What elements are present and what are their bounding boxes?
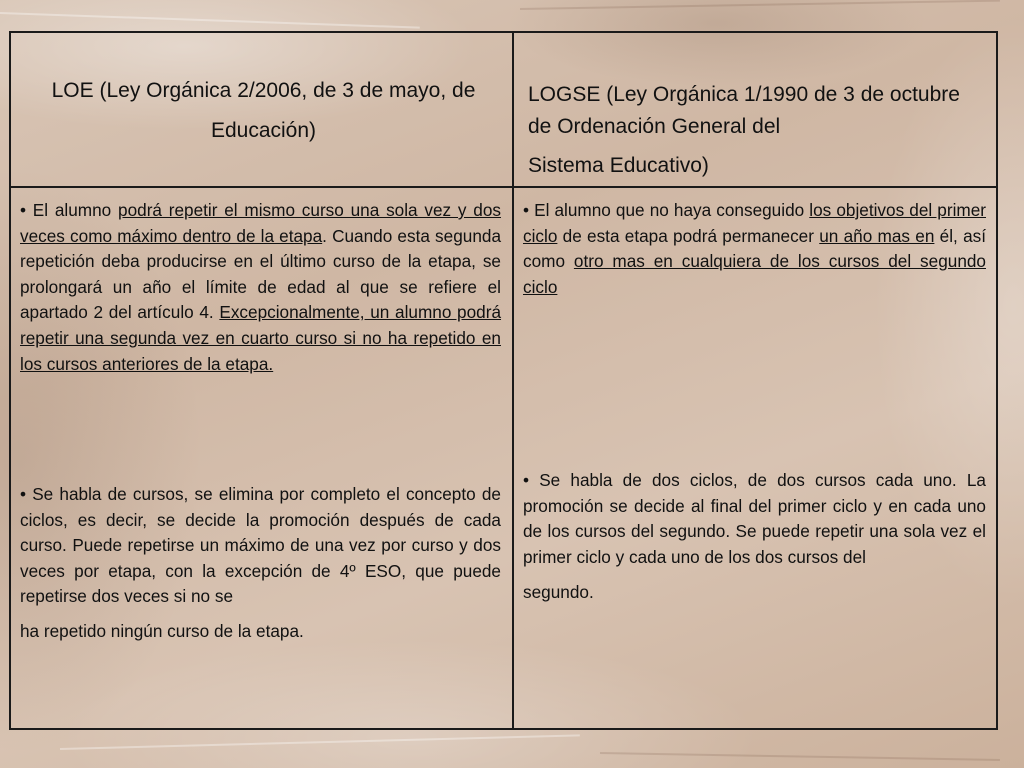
header-cell-loe: [11, 33, 514, 188]
body-cell-loe: [11, 188, 514, 728]
logse-bullet-permanencia: [523, 198, 986, 300]
header-logse: [528, 79, 976, 189]
loe-bullet-cursos: [20, 482, 501, 652]
logse-bullet1-underlined-2: un año mas en: [819, 225, 935, 246]
header-logse-line1: LOGSE (Ley Orgánica 1/1990 de 3 de octubre de Ordenación General del: [528, 83, 960, 138]
comparison-table: [9, 31, 998, 730]
header-logse-line2: Sistema Educativo): [528, 154, 709, 177]
logse-bullet-ciclos: [523, 468, 986, 614]
header-cell-logse: [514, 33, 996, 188]
loe-bullet-repeticion: [20, 198, 501, 377]
paper-crease: [600, 752, 1000, 761]
logse-bullet2-text: • Se habla de dos ciclos, de dos cursos cada uno. La promoción se decide al final del primer ciclo y en cada uno de los cursos del segundo. Se puede repetir una sola vez el primer ciclo y cada uno de los dos cursos del: [523, 470, 986, 567]
loe-bullet1-underlined-2: Excepcionalmente, un alumno podrá repetir una segunda vez en cuarto curso si no ha repetido en los cursos anteriores de la etapa.: [20, 302, 502, 374]
loe-bullet1-prefix: • El alumno: [20, 200, 119, 220]
loe-bullet2-tail: ha repetido ningún curso de la etapa.: [20, 620, 304, 641]
paper-crease: [0, 12, 420, 29]
loe-bullet1-underlined-1: podrá repetir el mismo curso una sola vez y dos veces como máximo dentro de la etapa: [20, 200, 501, 246]
paper-crease: [520, 0, 1000, 10]
logse-bullet1-middle-1: de esta etapa podrá permanecer: [557, 225, 820, 246]
loe-bullet2-text: • Se habla de cursos, se elimina por completo el concepto de ciclos, es decir, se decide la promoción después de cada curso. Puede repetirse un máximo de una vez por curso y dos veces por etapa, con la excepción de 4º ESO, que puede repetirse dos veces si no se: [20, 484, 501, 607]
header-loe: LOE (Ley Orgánica 2/2006, de 3 de mayo, de Educación): [51, 79, 476, 142]
loe-bullet1-middle: . Cuando esta segunda repetición deba producirse en el último curso de la etapa, se prolongará un año el límite de edad al que se refiere el apartado 2 del artículo 4.: [20, 225, 502, 323]
logse-bullet1-underlined-1: los objetivos del primer ciclo: [523, 200, 986, 246]
logse-bullet1-middle-2: él, así como: [523, 225, 987, 272]
logse-bullet2-tail: segundo.: [523, 582, 594, 603]
logse-bullet1-prefix: • El alumno que no haya conseguido: [523, 200, 810, 220]
paper-crease: [60, 734, 580, 750]
logse-bullet1-underlined-3: otro mas en cualquiera de los cursos del segundo ciclo: [523, 251, 986, 297]
body-cell-logse: [514, 188, 996, 728]
